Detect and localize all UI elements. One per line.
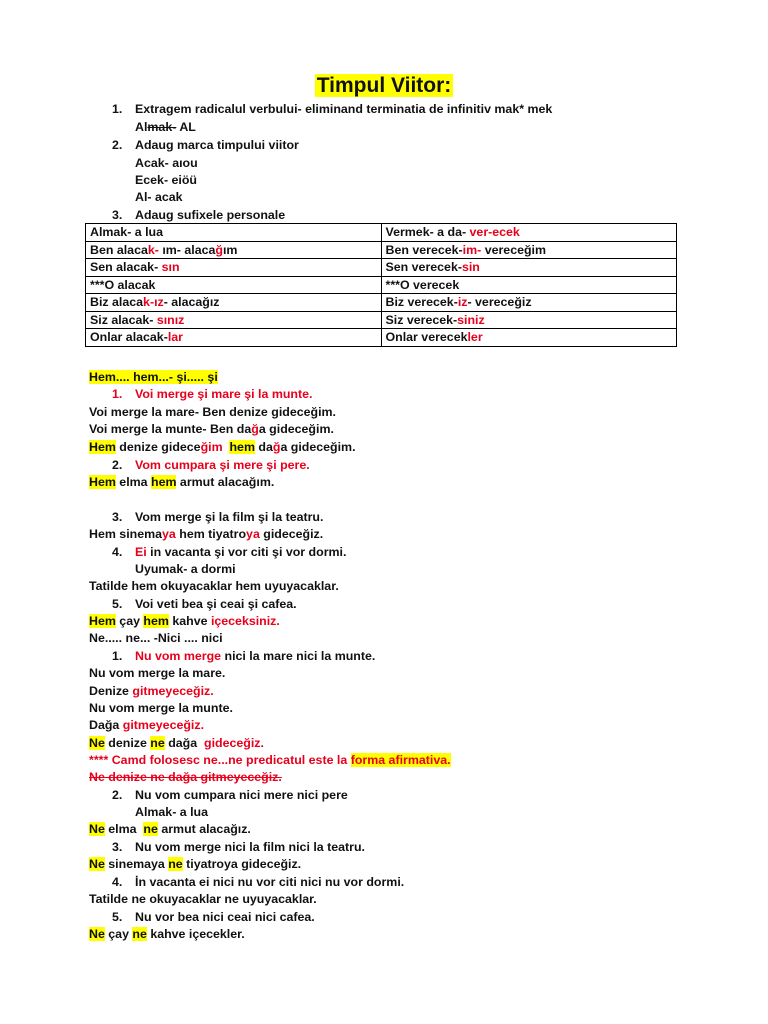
hem-line-5 — [89, 526, 323, 542]
table-cell — [381, 276, 677, 294]
ne-line-3: Nu vom merge la munte. — [89, 701, 233, 715]
cell-text: vereceğim — [481, 242, 546, 257]
hem-item-2-number: 2. — [112, 458, 123, 472]
ne-item-2-number: 2. — [112, 788, 123, 802]
hem-item-1-text: Voi merge şi mare şi la munte. — [135, 387, 313, 401]
hem-item-3-text: Vom merge şi la film şi la teatru. — [135, 510, 324, 524]
hem-line-2 — [89, 421, 334, 437]
text-span-highlight: forma afirmativa. — [350, 753, 451, 767]
text-span-highlight: hem — [151, 475, 177, 489]
cell-text: Biz alaca — [90, 295, 144, 310]
text-span: Denize — [89, 684, 133, 698]
text-span-red: gitmeyeceğiz. — [122, 718, 205, 732]
text-span-highlight: hem — [229, 440, 255, 454]
text-span-highlight: ne — [168, 857, 183, 871]
table-cell — [86, 259, 382, 277]
text-span: kahve — [168, 614, 211, 628]
hem-line-6: Tatilde hem okuyacaklar hem uyuyacaklar. — [89, 579, 339, 593]
hem-item-5-number: 5. — [112, 597, 123, 611]
table-cell — [86, 329, 382, 347]
text-span-red: ğ — [272, 440, 281, 454]
step-1-number: 1. — [112, 102, 123, 116]
text-span-red: **** Camd folosesc ne...ne predicatul este la — [89, 753, 351, 767]
page-title — [0, 74, 768, 98]
ne-line-2 — [89, 683, 214, 699]
ne-item-1-text — [135, 648, 375, 664]
ne-note — [89, 752, 451, 768]
hem-item-4-number: 4. — [112, 545, 123, 559]
cell-suffix: ğ — [215, 242, 223, 257]
step-2-text: Adaug marca timpului viitor — [135, 138, 299, 152]
table-cell — [381, 294, 677, 312]
cell-text: Onlar verecek — [385, 330, 468, 345]
table-cell — [381, 329, 677, 347]
cell-suffix: siniz — [457, 312, 485, 327]
cell-text: - vereceğiz — [467, 295, 532, 310]
hem-line-4 — [89, 474, 274, 490]
ne-line-4 — [89, 717, 204, 733]
text-span-highlight: Ne — [89, 857, 105, 871]
table-row — [86, 294, 677, 312]
text-span: hem tiyatro — [175, 527, 247, 541]
cell-suffix: ver-ecek — [469, 225, 520, 240]
cell-suffix: ler — [467, 330, 483, 345]
cell-text: Siz alacak- — [90, 312, 157, 327]
text-span: sinemaya — [104, 857, 169, 871]
text-span: gideceğiz. — [259, 527, 324, 541]
hem-item-5-text: Voi veti bea şi ceai şi cafea. — [135, 597, 297, 611]
text-span-red: ya — [162, 527, 176, 541]
ne-heading: Ne..... ne... -Nici .... nici — [89, 631, 223, 645]
cell-text: ***O alacak — [90, 277, 156, 292]
table-row — [86, 329, 677, 347]
text-span-red: ğ — [251, 422, 259, 436]
ne-item-4-text: İn vacanta ei nici nu vor citi nici nu vor dormi. — [135, 875, 405, 889]
table-row — [86, 311, 677, 329]
hem-heading — [89, 369, 218, 385]
table-cell — [86, 294, 382, 312]
ne-item-3-text: Nu vom merge nici la film nici la teatru. — [135, 840, 365, 854]
text-span: Dağa — [89, 718, 123, 732]
text-span-red: Ei — [135, 545, 147, 559]
text-span-highlight: Ne — [89, 822, 105, 836]
cell-text: Ben verecek- — [385, 242, 463, 257]
text-span-highlight: Hem — [89, 475, 116, 489]
text-span-highlight: Ne — [89, 927, 105, 941]
step-1-example — [135, 119, 196, 135]
ne-line-10: Tatilde ne okuyacaklar ne uyuyacaklar. — [89, 892, 317, 906]
cell-text: ***O verecek — [385, 277, 460, 292]
cell-text: Sen verecek- — [385, 260, 462, 275]
cell-text: Vermek- a da- — [385, 225, 470, 240]
cell-text: Onlar alacak- — [90, 330, 168, 345]
cell-suffix: sınız — [156, 312, 185, 327]
table-row — [86, 224, 677, 242]
ne-line-11 — [89, 926, 245, 942]
step-1-text: Extragem radicalul verbului- eliminand terminatia de infinitiv mak* mek — [135, 102, 553, 116]
hem-line-1: Voi merge la mare- Ben denize gideceğim. — [89, 405, 336, 419]
step-2-number: 2. — [112, 138, 123, 152]
text-span-highlight: Hem — [89, 614, 116, 628]
table-cell — [381, 241, 677, 259]
text-span-highlight: hem — [143, 614, 169, 628]
text-span-red: ya — [246, 527, 260, 541]
text-span: armut alacağım. — [176, 475, 275, 489]
cell-suffix: k-ız — [143, 295, 164, 310]
cell-text: ım — [222, 242, 238, 257]
text-span: elma — [115, 475, 151, 489]
text-span: dağa — [164, 736, 205, 750]
text-span-red: gideceğiz. — [204, 736, 264, 750]
hem-heading-highlight: Hem.... hem...- şi..... şi — [89, 370, 218, 384]
text-span: denize gidece — [115, 440, 201, 454]
text-span-highlight: ne — [132, 927, 147, 941]
text-span: Hem sinema — [89, 527, 163, 541]
table-cell — [86, 224, 382, 242]
ne-line-5 — [89, 735, 264, 751]
table-cell — [86, 241, 382, 259]
cell-text: ım — [158, 242, 177, 257]
text-span: armut alacağız. — [157, 822, 251, 836]
text-span-highlight: ne — [150, 736, 165, 750]
cell-text: Biz verecek- — [385, 295, 458, 310]
cell-text: Siz verecek- — [385, 312, 458, 327]
table-row — [86, 276, 677, 294]
table-row — [86, 259, 677, 277]
hem-line-7 — [89, 613, 280, 629]
cell-text: Ben alaca — [90, 242, 148, 257]
text-span-red: ğim — [200, 440, 223, 454]
table-cell — [381, 311, 677, 329]
text-span: elma — [104, 822, 144, 836]
ne-item-5-text: Nu vor bea nici ceai nici cafea. — [135, 910, 315, 924]
hem-item-3-number: 3. — [112, 510, 123, 524]
ne-line-9 — [89, 856, 301, 872]
text-span: a gideceğim. — [280, 440, 356, 454]
text-span: Voi merge la munte- Ben da — [89, 422, 252, 436]
cell-suffix: im- — [462, 242, 482, 257]
cell-suffix: sin — [461, 260, 480, 275]
cell-suffix: k- — [147, 242, 159, 257]
ne-struck-line: Ne denize ne dağa gitmeyeceğiz. — [89, 770, 282, 784]
table-cell — [86, 311, 382, 329]
step-1-example-struck: mak- — [147, 120, 177, 134]
ne-item-1-number: 1. — [112, 649, 123, 663]
table-cell — [381, 259, 677, 277]
step-2-line-2: Ecek- eiöü — [135, 173, 197, 187]
cell-text: - alaca — [176, 242, 216, 257]
text-span: tiyatroya gideceğiz. — [182, 857, 302, 871]
hem-item-4-text — [135, 544, 346, 560]
hem-line-3 — [89, 439, 356, 455]
step-1-example-result: AL — [176, 120, 196, 134]
ne-item-3-number: 3. — [112, 840, 123, 854]
text-span: nici la mare nici la munte. — [221, 649, 376, 663]
cell-suffix: lar — [167, 330, 183, 345]
step-1-example-root: Al — [135, 120, 148, 134]
text-span-highlight: ne — [143, 822, 158, 836]
step-2-line-3: Al- acak — [135, 190, 183, 204]
table-cell — [381, 224, 677, 242]
cell-suffix: sın — [161, 260, 180, 275]
text-span: kahve içecekler. — [146, 927, 245, 941]
ne-item-5-number: 5. — [112, 910, 123, 924]
ne-line-8 — [89, 821, 251, 837]
table-cell — [86, 276, 382, 294]
cell-text: Sen alacak- — [90, 260, 162, 275]
text-span-red: içeceksiniz. — [210, 614, 280, 628]
hem-item-1-number: 1. — [112, 387, 123, 401]
table-row — [86, 241, 677, 259]
cell-text: Almak- a lua — [90, 225, 163, 240]
step-3-number: 3. — [112, 208, 123, 222]
conjugation-table — [85, 223, 677, 347]
text-span: çay — [104, 927, 133, 941]
text-span-red: Nu vom merge — [135, 649, 222, 663]
title-highlight: Timpul Viitor: — [316, 74, 452, 97]
text-span-highlight: Ne — [89, 736, 105, 750]
hem-item-4-note: Uyumak- a dormi — [135, 562, 236, 576]
ne-item-4-number: 4. — [112, 875, 123, 889]
hem-item-2-text: Vom cumpara şi mere şi pere. — [135, 458, 310, 472]
text-span: denize — [104, 736, 151, 750]
cell-suffix: iz — [457, 295, 468, 310]
text-span: da — [254, 440, 273, 454]
ne-item-2-note: Almak- a lua — [135, 805, 208, 819]
ne-item-2-text: Nu vom cumpara nici mere nici pere — [135, 788, 348, 802]
step-3-text: Adaug sufixele personale — [135, 208, 286, 222]
ne-line-1: Nu vom merge la mare. — [89, 666, 226, 680]
text-span: çay — [115, 614, 144, 628]
cell-text: - alacağız — [163, 295, 220, 310]
step-2-line-1: Acak- aıou — [135, 156, 198, 170]
text-span: a gideceğim. — [258, 422, 334, 436]
text-span-red: gitmeyeceğiz. — [132, 684, 214, 698]
text-span: in vacanta şi vor citi şi vor dormi. — [146, 545, 347, 559]
text-span-highlight: Hem — [89, 440, 116, 454]
